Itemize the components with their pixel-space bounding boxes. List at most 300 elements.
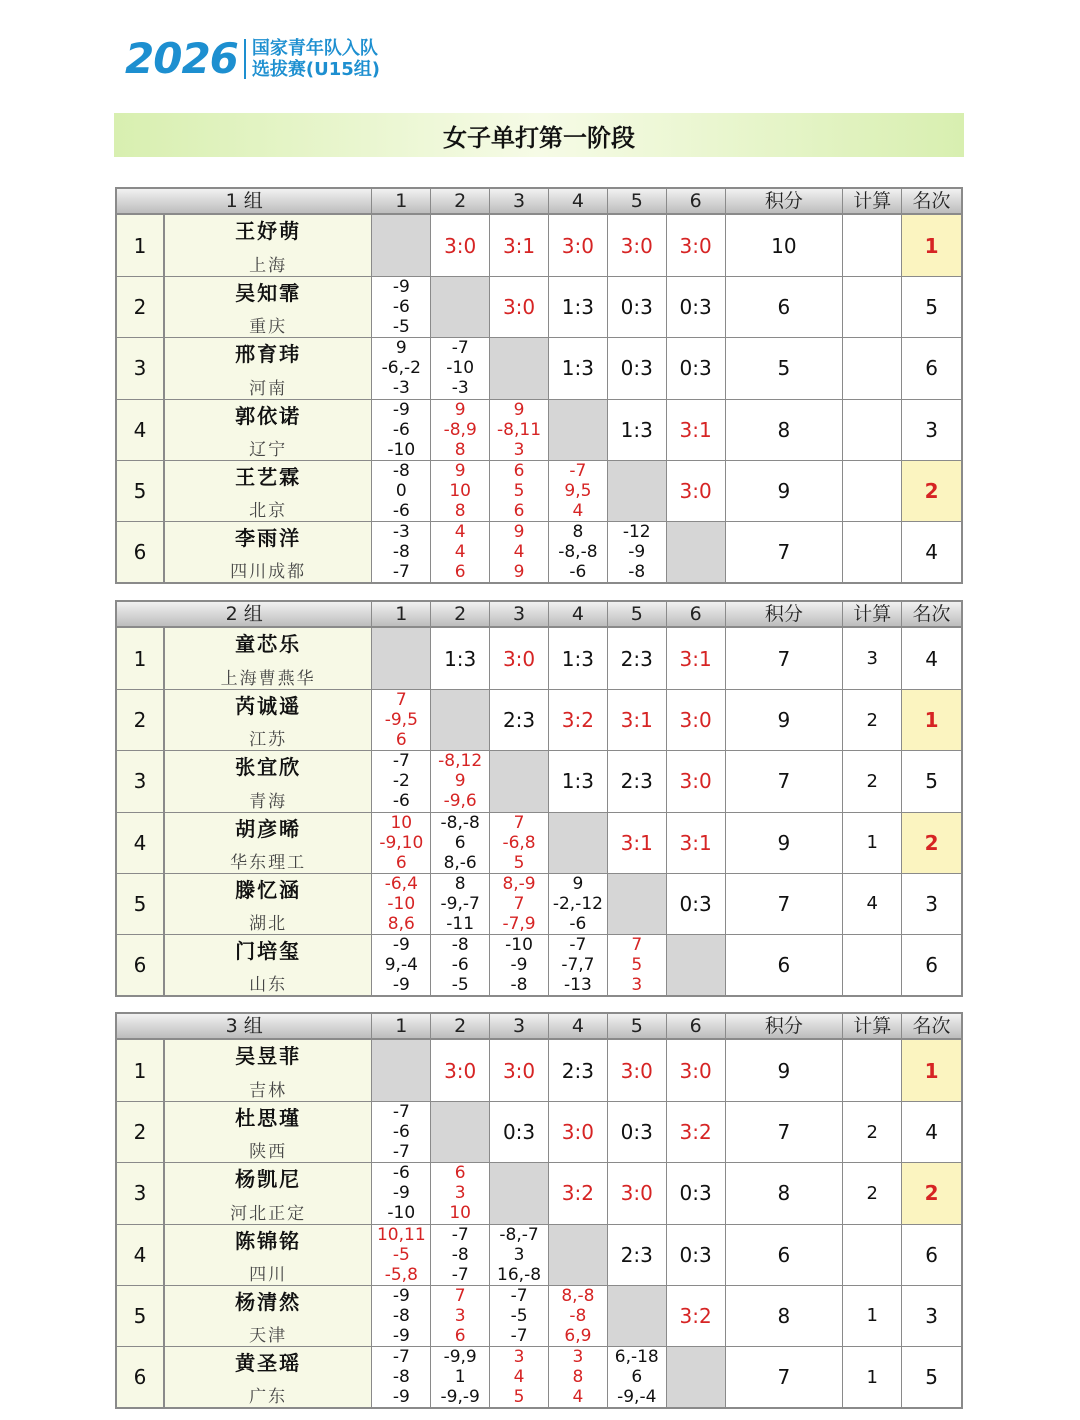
match-result: 3:0 — [561, 1120, 594, 1145]
player-number: 4 — [117, 1225, 165, 1285]
match-scores: -7 9,5 4 — [564, 460, 592, 521]
match-cell-self — [549, 400, 608, 460]
match-cell — [490, 628, 549, 689]
player-name: 陈锦铭 — [235, 1228, 302, 1253]
match-scores: -8,12 9 -9,6 — [438, 751, 483, 812]
match-scores: -3 -8 -7 — [392, 522, 410, 583]
column-header-4: 4 — [549, 1014, 608, 1038]
match-cell — [608, 522, 667, 582]
match-scores: 7 -6,8 5 — [502, 812, 536, 873]
player-number: 6 — [117, 935, 165, 995]
table-row — [117, 1346, 961, 1407]
column-header-points: 积分 — [726, 189, 844, 213]
match-cell-self — [431, 1102, 490, 1162]
match-cell — [372, 751, 431, 811]
match-cell — [372, 1163, 431, 1223]
match-cell-self — [667, 935, 726, 995]
player-rank: 6 — [925, 953, 938, 978]
match-cell — [490, 400, 549, 460]
match-cell — [490, 690, 549, 750]
column-header-5: 5 — [608, 602, 667, 626]
column-header-calc: 计算 — [843, 1014, 902, 1038]
match-scores: 10 -9,10 6 — [379, 812, 424, 873]
match-scores: 9 -2,-12 -6 — [552, 873, 603, 934]
match-cell — [549, 522, 608, 582]
player-name: 杜思瑾 — [235, 1106, 302, 1131]
table-row — [117, 337, 961, 398]
match-cell — [431, 1225, 490, 1285]
match-cell — [667, 1102, 726, 1162]
player-name: 芮诚遥 — [235, 694, 302, 719]
match-cell — [608, 628, 667, 689]
match-cell — [431, 1347, 490, 1407]
player-points: 8 — [726, 1163, 844, 1223]
match-cell — [372, 461, 431, 521]
match-scores: -7 -5 -7 — [510, 1285, 528, 1346]
match-cell — [431, 215, 490, 276]
match-result: 3:1 — [679, 646, 712, 671]
match-scores: -8 0 -6 — [392, 460, 410, 521]
match-scores: 9 -6,-2 -3 — [381, 338, 421, 399]
match-cell — [608, 215, 667, 276]
player-team: 四川 — [249, 1264, 288, 1285]
match-result: 1:3 — [561, 769, 594, 794]
player-points: 8 — [726, 1286, 844, 1346]
column-header-1: 1 — [372, 189, 431, 213]
match-scores: -9,9 1 -9,-9 — [440, 1347, 480, 1408]
column-header-6: 6 — [667, 602, 726, 626]
player-points: 9 — [726, 461, 844, 521]
match-cell — [608, 751, 667, 811]
player-rank: 2 — [902, 461, 961, 521]
player-points: 5 — [726, 338, 844, 398]
match-cell — [608, 1040, 667, 1101]
player-rank: 3 — [925, 417, 938, 442]
player-calc — [843, 935, 902, 995]
match-cell — [608, 400, 667, 460]
logo-title-line1: 国家青年队入队 — [251, 38, 378, 59]
match-cell — [667, 1163, 726, 1223]
match-cell — [608, 1102, 667, 1162]
player-calc: 3 — [843, 628, 902, 689]
player-name: 杨清然 — [235, 1289, 302, 1314]
player-calc — [843, 338, 902, 398]
match-cell-self — [431, 690, 490, 750]
match-cell — [667, 1286, 726, 1346]
match-result: 3:1 — [502, 233, 536, 258]
match-result: 0:3 — [679, 1181, 712, 1206]
match-scores: 7 -9,5 6 — [384, 690, 418, 751]
match-cell — [431, 338, 490, 398]
player-points: 6 — [726, 277, 844, 337]
match-result: 0:3 — [679, 1242, 712, 1267]
group-header — [117, 602, 961, 628]
player-team: 北京 — [249, 500, 288, 521]
match-scores: 10,11 -5 -5,8 — [376, 1224, 426, 1285]
group-header — [117, 1014, 961, 1040]
player-calc: 1 — [843, 1286, 902, 1346]
player-cell — [165, 522, 373, 582]
match-cell — [667, 813, 726, 873]
match-cell — [490, 813, 549, 873]
match-cell — [667, 1040, 726, 1101]
match-cell — [431, 751, 490, 811]
match-cell — [608, 1163, 667, 1223]
column-header-calc: 计算 — [843, 189, 902, 213]
player-rank: 1 — [902, 690, 961, 750]
table-row — [117, 399, 961, 460]
match-cell — [372, 522, 431, 582]
match-result: 2:3 — [620, 1242, 653, 1267]
table-row — [117, 1101, 961, 1162]
match-cell — [608, 935, 667, 995]
match-scores: -9 9,-4 -9 — [384, 935, 418, 996]
match-result: 3:0 — [502, 295, 536, 320]
player-cell — [165, 1163, 373, 1223]
group-name: 3 组 — [117, 1014, 372, 1038]
match-cell — [490, 935, 549, 995]
match-cell — [372, 400, 431, 460]
player-number: 1 — [117, 628, 165, 689]
logo-year: 2026 — [125, 34, 238, 83]
player-cell — [165, 1102, 373, 1162]
match-cell — [667, 874, 726, 934]
match-cell — [431, 1040, 490, 1101]
match-cell — [372, 690, 431, 750]
match-result: 3:1 — [679, 417, 712, 442]
match-result: 2:3 — [620, 646, 653, 671]
match-scores: 9 4 9 — [513, 522, 525, 583]
match-result: 3:0 — [620, 233, 653, 258]
match-result: 2:3 — [502, 708, 536, 733]
player-number: 6 — [117, 522, 165, 582]
player-rank: 1 — [902, 1040, 961, 1101]
match-cell-self — [490, 338, 549, 398]
table-row — [117, 873, 961, 934]
match-result: 1:3 — [561, 646, 594, 671]
match-scores: -9 -6 -5 — [392, 277, 410, 338]
match-cell — [608, 338, 667, 398]
player-name: 郭依诺 — [235, 403, 302, 428]
match-cell — [549, 935, 608, 995]
match-scores: 6 3 10 — [449, 1163, 471, 1224]
table-row — [117, 521, 961, 582]
player-number: 6 — [117, 1347, 165, 1407]
match-cell — [490, 1040, 549, 1101]
table-row — [117, 628, 961, 689]
player-calc — [843, 277, 902, 337]
match-cell — [372, 874, 431, 934]
group-table-1 — [115, 187, 963, 584]
player-points: 6 — [726, 1225, 844, 1285]
match-result: 2:3 — [561, 1058, 594, 1083]
player-cell — [165, 751, 373, 811]
column-header-rank: 名次 — [912, 1015, 951, 1037]
column-header-3: 3 — [490, 1014, 549, 1038]
player-calc: 2 — [843, 751, 902, 811]
player-team: 山东 — [249, 975, 288, 996]
match-result: 0:3 — [620, 295, 653, 320]
column-header-2: 2 — [431, 189, 490, 213]
match-result: 3:2 — [679, 1120, 712, 1145]
player-name: 王艺霖 — [235, 464, 302, 489]
match-cell — [490, 277, 549, 337]
player-points: 7 — [726, 1102, 844, 1162]
player-rank: 2 — [902, 813, 961, 873]
match-cell — [549, 215, 608, 276]
column-header-5: 5 — [608, 189, 667, 213]
match-cell-self — [667, 1347, 726, 1407]
column-header-rank: 名次 — [912, 603, 951, 625]
player-cell — [165, 1040, 373, 1101]
player-calc: 2 — [843, 1102, 902, 1162]
group-table-2 — [115, 600, 963, 997]
player-calc — [843, 215, 902, 276]
player-calc — [843, 400, 902, 460]
player-team: 华东理工 — [230, 852, 307, 873]
player-points: 6 — [726, 935, 844, 995]
match-scores: -6 -9 -10 — [387, 1163, 416, 1224]
match-cell — [431, 628, 490, 689]
match-cell — [608, 1225, 667, 1285]
player-number: 4 — [117, 813, 165, 873]
match-cell — [372, 277, 431, 337]
match-result: 3:0 — [679, 769, 712, 794]
match-result: 3:0 — [679, 708, 712, 733]
match-cell — [490, 1347, 549, 1407]
match-scores: 7 5 3 — [631, 935, 643, 996]
logo-title-line2: 选拔赛(U15组) — [251, 59, 381, 80]
player-calc: 2 — [843, 1163, 902, 1223]
column-header-4: 4 — [549, 189, 608, 213]
match-scores: 8,-9 7 -7,9 — [502, 873, 536, 934]
match-scores: 8 -9,-7 -11 — [440, 873, 480, 934]
match-result: 0:3 — [679, 891, 712, 916]
player-points: 7 — [726, 751, 844, 811]
logo-divider — [244, 39, 246, 79]
match-scores: -7 -6 -7 — [392, 1102, 410, 1163]
match-cell — [549, 1286, 608, 1346]
player-number: 5 — [117, 874, 165, 934]
match-result: 3:1 — [620, 830, 653, 855]
match-cell — [549, 874, 608, 934]
match-cell — [667, 1225, 726, 1285]
player-number: 3 — [117, 338, 165, 398]
group-name: 1 组 — [117, 189, 372, 213]
player-name: 张宜欣 — [235, 755, 302, 780]
player-cell — [165, 338, 373, 398]
match-cell-self — [490, 751, 549, 811]
column-header-1: 1 — [372, 602, 431, 626]
match-scores: -6,4 -10 8,6 — [384, 873, 418, 934]
player-name: 黄圣瑶 — [235, 1350, 302, 1375]
match-scores: 7 3 6 — [454, 1285, 466, 1346]
player-calc — [843, 1225, 902, 1285]
match-cell — [549, 1102, 608, 1162]
table-row — [117, 750, 961, 811]
match-scores: 3 8 4 — [572, 1347, 584, 1408]
table-row — [117, 460, 961, 521]
player-team: 吉林 — [249, 1081, 288, 1102]
match-cell — [431, 1163, 490, 1223]
column-header-4: 4 — [549, 602, 608, 626]
match-result: 1:3 — [444, 646, 477, 671]
match-result: 0:3 — [620, 1120, 653, 1145]
player-rank: 5 — [925, 1365, 938, 1390]
match-result: 1:3 — [620, 417, 653, 442]
match-cell — [431, 813, 490, 873]
title-bar — [114, 113, 964, 157]
column-header-calc: 计算 — [843, 602, 902, 626]
player-calc: 1 — [843, 1347, 902, 1407]
player-cell — [165, 813, 373, 873]
match-scores: -8,-8 6 8,-6 — [440, 812, 480, 873]
column-header-points: 积分 — [726, 1014, 844, 1038]
match-scores: -9 -6 -10 — [387, 399, 416, 460]
match-result: 3:0 — [679, 233, 712, 258]
match-cell — [667, 215, 726, 276]
player-rank: 6 — [925, 1242, 938, 1267]
player-name: 杨凯尼 — [235, 1167, 302, 1192]
match-result: 3:2 — [561, 708, 594, 733]
match-result: 3:0 — [444, 1058, 477, 1083]
match-cell — [490, 1225, 549, 1285]
player-team: 湖北 — [249, 913, 288, 934]
player-points: 7 — [726, 874, 844, 934]
match-cell-self — [372, 628, 431, 689]
player-points: 8 — [726, 400, 844, 460]
match-result: 0:3 — [620, 356, 653, 381]
player-rank: 4 — [925, 540, 938, 565]
player-calc — [843, 461, 902, 521]
match-cell — [667, 751, 726, 811]
match-cell-self — [549, 813, 608, 873]
player-points: 7 — [726, 522, 844, 582]
match-cell-self — [549, 1225, 608, 1285]
match-result: 3:0 — [502, 646, 536, 671]
match-cell — [667, 277, 726, 337]
column-header-3: 3 — [490, 189, 549, 213]
match-cell — [667, 400, 726, 460]
match-result: 3:2 — [679, 1303, 712, 1328]
player-team: 江苏 — [249, 730, 288, 751]
match-cell — [549, 628, 608, 689]
match-cell — [372, 338, 431, 398]
player-points: 10 — [726, 215, 844, 276]
table-row — [117, 1285, 961, 1346]
player-name: 童芯乐 — [235, 632, 302, 656]
match-scores: 6,-18 6 -9,-4 — [614, 1347, 659, 1408]
match-cell — [490, 461, 549, 521]
match-cell — [490, 215, 549, 276]
table-row — [117, 215, 961, 276]
table-row — [117, 1162, 961, 1223]
player-name: 王妤萌 — [235, 219, 302, 243]
logo-title — [252, 38, 380, 80]
player-rank: 5 — [925, 769, 938, 794]
player-rank: 3 — [925, 1303, 938, 1328]
player-team: 陕西 — [249, 1142, 288, 1163]
player-calc: 4 — [843, 874, 902, 934]
player-points: 7 — [726, 628, 844, 689]
match-result: 3:0 — [561, 233, 594, 258]
player-name: 邢育玮 — [235, 342, 302, 367]
match-scores: 8 -8,-8 -6 — [558, 522, 598, 583]
table-row — [117, 934, 961, 995]
match-cell — [549, 1040, 608, 1101]
match-cell — [372, 935, 431, 995]
match-cell — [549, 751, 608, 811]
match-cell — [549, 461, 608, 521]
match-cell — [490, 522, 549, 582]
match-cell — [667, 461, 726, 521]
player-team: 河南 — [249, 378, 288, 399]
player-cell — [165, 874, 373, 934]
match-cell-self — [608, 1286, 667, 1346]
decorative-swoosh — [1000, 1120, 1080, 1420]
player-name: 滕忆涵 — [235, 877, 302, 902]
match-result: 1:3 — [561, 295, 594, 320]
match-result: 3:1 — [620, 708, 653, 733]
match-result: 3:0 — [502, 1058, 536, 1083]
table-row — [117, 1224, 961, 1285]
match-cell — [431, 522, 490, 582]
match-scores: -7 -10 -3 — [446, 338, 475, 399]
player-rank: 3 — [925, 891, 938, 916]
match-scores: 6 5 6 — [513, 460, 525, 521]
match-scores: 9 10 8 — [449, 460, 471, 521]
player-team: 广东 — [249, 1387, 288, 1408]
page-title: 女子单打第一阶段 — [443, 123, 635, 152]
match-cell — [372, 1225, 431, 1285]
match-scores: -10 -9 -8 — [505, 935, 533, 996]
match-cell — [431, 400, 490, 460]
match-cell-self — [608, 461, 667, 521]
match-result: 3:2 — [561, 1181, 594, 1206]
player-rank: 4 — [925, 646, 938, 671]
match-cell — [490, 1286, 549, 1346]
match-scores: -9 -8 -9 — [392, 1285, 410, 1346]
player-number: 5 — [117, 1286, 165, 1346]
match-cell — [372, 1102, 431, 1162]
match-scores: -8,-7 3 16,-8 — [497, 1224, 542, 1285]
player-name: 门培玺 — [235, 938, 302, 963]
table-row — [117, 1040, 961, 1101]
player-cell — [165, 935, 373, 995]
player-points: 7 — [726, 1347, 844, 1407]
player-number: 3 — [117, 751, 165, 811]
column-header-3: 3 — [490, 602, 549, 626]
player-number: 2 — [117, 1102, 165, 1162]
match-scores: 8,-8 -8 6,9 — [561, 1285, 595, 1346]
match-result: 3:0 — [620, 1058, 653, 1083]
match-cell — [490, 874, 549, 934]
player-number: 1 — [117, 1040, 165, 1101]
player-name: 李雨洋 — [235, 525, 302, 550]
player-team: 河北正定 — [230, 1203, 307, 1224]
player-cell — [165, 690, 373, 750]
match-scores: 3 4 5 — [513, 1347, 525, 1408]
player-rank: 5 — [925, 295, 938, 320]
player-calc: 2 — [843, 690, 902, 750]
group-header — [117, 189, 961, 215]
player-points: 9 — [726, 813, 844, 873]
player-points: 9 — [726, 1040, 844, 1101]
column-header-6: 6 — [667, 189, 726, 213]
match-cell — [490, 1102, 549, 1162]
match-cell — [431, 1286, 490, 1346]
match-cell — [549, 690, 608, 750]
